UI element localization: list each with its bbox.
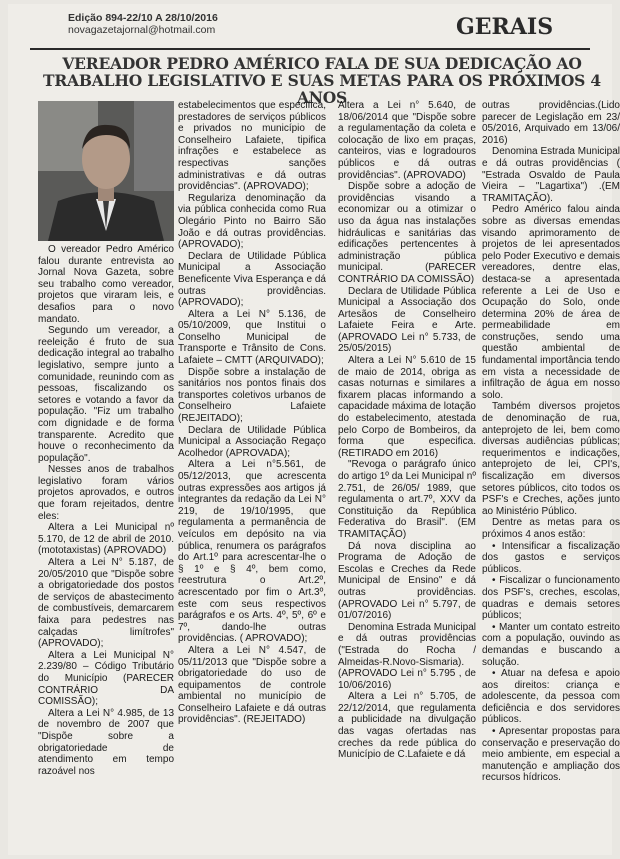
paragraph: Nesses anos de trabalhos legislativo foram vários projetos aprovados, e outros que foram rejeitados, dentre eles: [38, 464, 174, 522]
paragraph: • Atuar na defesa e apoio aos direitos: criança e adolescente, da pessoa com deficiência e dos servidores públicos. [482, 668, 620, 726]
header-info [68, 12, 218, 36]
paragraph: Altera a Lei Municipal nº 5.170, de 12 de abril de 2010. (mototaxistas) (APROVADO) [38, 522, 174, 557]
person-photo-icon [38, 101, 174, 241]
paragraph: Pedro Américo falou ainda sobre as diversas emendas visando aprimoramento de projetos de lei apresentados pelo Poder Executivo e demais vereadores, dentre elas, destaca-se a apresentada referente a Lei de Uso e Ocupação do Solo, onde determina 20% de área de permeabilidade em construções, sendo uma questão ambiental de fundamental importância tendo em vista a necessidade de infiltração de água em nosso solo. [482, 204, 620, 401]
paragraph: Regulariza denominação da via pública conhecida como Rua Olegário Pinto no Bairro São João e dá outras providências. (APROVADO); [178, 192, 326, 251]
edition-line: Edição 894-22/10 A 28/10/2016 [68, 12, 218, 24]
councilman-photo [38, 101, 174, 241]
paragraph: Dá nova disciplina ao Programa de Adoção de Escolas e Creches da Rede Municipal de Ensino" e dá outras providências.(APROVADO Lei n° 5.797, de 01/07/2016) [338, 540, 476, 622]
paragraph: Altera a Lei N° 5.187, de 20/05/2010 que "Dispõe sobre a obrigatoriedade dos postos de serviços de abastecimento de combustíveis, demarcarem faixa para pedestres nas calçadas limítrofes" (APROVADO); [38, 557, 174, 650]
paragraph: Declara de Utilidade Pública Municipal a Associação dos Artesãos de Conselheiro Lafaiete Feira e Arte.(APROVADO Lei n° 5.733, de 25/05/2015) [338, 285, 476, 355]
paragraph: outras providências.(Lido parecer de Legislação em 23/ 05/2016, Arquivado em 13/06/ 2016) [482, 100, 620, 146]
paragraph: • Manter um contato estreito com a população, ouvindo as demandas e buscando a solução. [482, 621, 620, 668]
column-1 [38, 244, 174, 777]
email-line: novagazetajornal@hotmail.com [68, 24, 216, 36]
paragraph: Dispõe sobre a adoção de providências visando a economizar ou a otimizar o uso da água nas instalações hidráulicas e sanitárias das edificações pertencentes à administração pública municipal. (PARECER CONTRÁRIO DA COMISSÃO) [338, 181, 476, 285]
paragraph: Altera a Lei N° 4.547, de 05/11/2013 que "Dispõe sobre a obrigatoriedade do uso de equipamentos de controle ambiental no município de Conselheiro Lafaiete e dá outras providências". (REJEITADO) [178, 644, 326, 726]
header-rule [30, 48, 590, 50]
paragraph: Declara de Utilidade Pública Municipal a Associação Beneficente Viva Esperança e dá outras providências. (APROVADO); [178, 250, 326, 309]
paragraph: Declara de Utilidade Pública Municipal a Associação Regaço Acolhedor (APROVADA); [178, 424, 326, 459]
paragraph: Denomina Estrada Municipal e dá outras providências ("Estrada do Rocha / Almeidas-R.Novo-Sismaria).(APROVADO Lei n° 5.795 , de 10/06/2016) [338, 621, 476, 691]
paragraph: Denomina Estrada Municipal e dá outras providências ( "Estrada Osvaldo de Paula Vieira – "Lagartixa") .(EM TRAMITAÇÃO). [482, 146, 620, 204]
paragraph: Altera a Lei n°5.561, de 05/12/2013, que acrescenta outras expressões aos artigos já integrantes da redação da Lei N° 219, de 19/10/1995, que regulamenta a permanência de veículos em depósito na via pública, renumera os parágrafos do Art.1º para acrescentar-lhe o § 1º e § 4º, bem como, reestrutura o Art.2º, acrescentado por fim o Art.3º, este com seus respectivos parágrafos e os Arts. 4º, 5º, 6º e 7º, dando-lhe outras providências. ( APROVADO); [178, 459, 326, 645]
paragraph: Altera a Lei N° 5.610 de 15 de maio de 2014, obriga as casas noturnas e similares a fixarem placas informando a capacidade máxima de lotação do estabelecimento, atestada pelo Corpo de Bombeiros, da forma que especifica. (RETIRADO em 2016) [338, 355, 476, 459]
paragraph: Altera a Lei Municipal N° 2.239/80 – Código Tributário do Município (PARECER CONTRÁRIO DA COMISSÃO); [38, 649, 174, 708]
newspaper-page [8, 4, 620, 855]
paragraph: "Revoga o parágrafo único do artigo 1º da Lei Municipal nº 2.751, de 26/05/ 1989, que regulamenta o art.7º, XXV da Constituição da República Federativa do Brasil". (EM TRAMITAÇÃO) [338, 459, 476, 540]
paragraph: Altera a Lei N° 5.136, de 05/10/2009, que Institui o Conselho Municipal de Transporte e Trânsito de Cons. Lafaiete – CMTT (ARQUIVADO); [178, 308, 326, 367]
paragraph: Segundo um vereador, a reeleição é fruto de sua dedicação integral ao trabalho legislativo, sempre junto a comunidade, reunindo com as pessoas, fiscalizando os setores e votando a favor da população. "Fiz um trabalho com dignidade e de forma transparente. Acredito que houve o reconhecimento da população". [38, 325, 174, 464]
column-3 [338, 100, 476, 761]
headline: VEREADOR PEDRO AMÉRICO FALA DE SUA DEDICAÇÃO AO TRABALHO LEGISLATIVO E SUAS METAS PARA OS PRÓXIMOS 4 ANOS [43, 54, 601, 107]
paragraph: • Fiscalizar o funcionamento dos PSF's, creches, escolas, quadras e demais setores públicos; [482, 575, 620, 622]
paragraph: Altera a Lei n° 5.705, de 22/12/2014, que regulamenta a publicidade na divulgação das vagas ofertadas nas creches da rede pública do Município de C.Lafaiete e dá [338, 691, 476, 761]
column-2 [178, 100, 326, 726]
paragraph: Dentre as metas para os próximos 4 anos estão: [482, 517, 620, 540]
paragraph: • Intensificar a fiscalização dos gastos e serviços públicos. [482, 540, 620, 575]
paragraph: Altera a Lei n° 5.640, de 18/06/2014 que "Dispõe sobre a regulamentação da coleta e colocação de lixo em praças, canteiros, vias e logradouros públicos e dá outras providências". (APROVADO) [338, 100, 476, 181]
section-title: GERAIS [456, 14, 554, 40]
paragraph: estabelecimentos que especifica, prestadores de serviços públicos e privados no município de Conselheiro Lafaiete, tipifica infrações e estabelece as respectivas sanções administrativas e dá outras providências". (APROVADO); [178, 100, 326, 193]
column-4 [482, 100, 620, 784]
paragraph: Também diversos projetos de denominação de rua, anteprojeto de lei, bem como diversas audiências públicas; requerimentos e indicações, anteprojeto de lei, CPI's, fiscalização em diversos setores públicos, cito todos os PSF's e Creches, ações junto ao Ministério Público. [482, 401, 620, 517]
paragraph: Altera a Lei N° 4.985, de 13 de novembro de 2007 que "Dispõe sobre a obrigatoriedade de atendimento em tempo razoável nos [38, 707, 174, 777]
paragraph: • Apresentar propostas para conservação e preservação do meio ambiente, em especial a manutenção e ampliação dos recursos hídricos. [482, 726, 620, 784]
paragraph: Dispõe sobre a instalação de sanitários nos pontos finais dos transportes coletivos urbanos de Conselheiro Lafaiete (REJEITADO); [178, 366, 326, 425]
paragraph: O vereador Pedro Américo falou durante entrevista ao Jornal Nova Gazeta, sobre seu trabalho como vereador, projetos que viraram leis, e desafios para o novo mandato. [38, 244, 174, 325]
